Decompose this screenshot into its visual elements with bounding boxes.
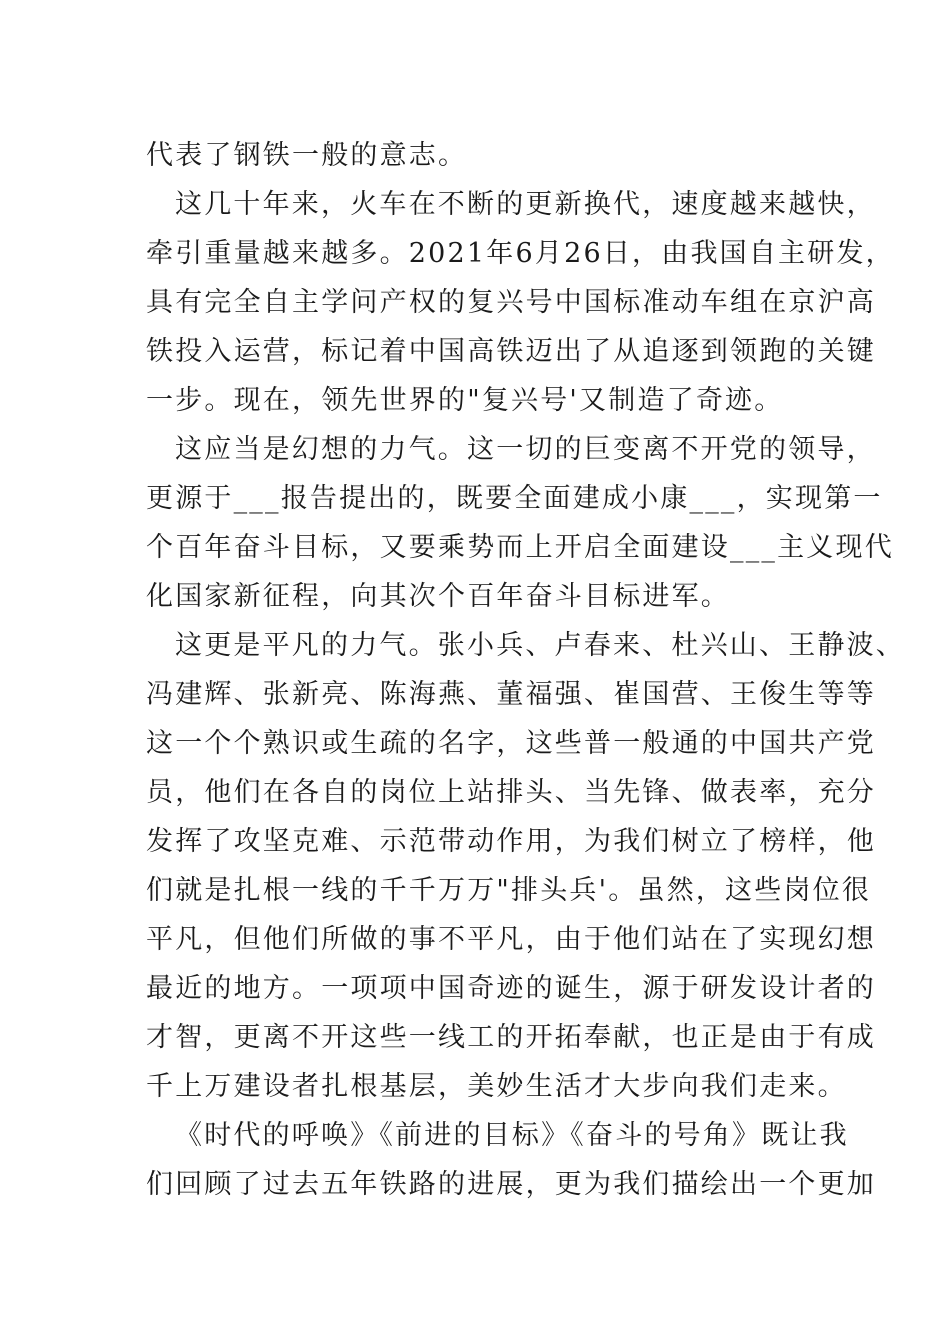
text-line: 个百年奋斗目标，又要乘势而上开启全面建设___主义现代 <box>146 532 894 563</box>
text-line: 员，他们在各自的岗位上站排头、当先锋、做表率，充分 <box>146 777 876 808</box>
paragraph-first-line: 这几十年来，火车在不断的更新换代，速度越来越快， <box>175 189 876 220</box>
text-line: 铁投入运营，标记着中国高铁迈出了从追逐到领跑的关键 <box>146 336 876 367</box>
text-line: 一步。现在，领先世界的"复兴号'又制造了奇迹。 <box>146 385 784 416</box>
text-line: 牵引重量越来越多。2021年6月26日，由我国自主研发， <box>146 238 895 269</box>
text-line: 们回顾了过去五年铁路的进展，更为我们描绘出一个更加 <box>146 1169 876 1200</box>
document-body <box>146 131 905 1209</box>
text-line: 更源于___报告提出的，既要全面建成小康___，实现第一 <box>146 483 883 514</box>
paragraph-first-line: 《时代的呼唤》《前进的目标》《奋斗的号角》既让我 <box>175 1120 849 1151</box>
text-line: 代表了钢铁一般的意志。 <box>146 140 468 171</box>
text-line: 具有完全自主学问产权的复兴号中国标准动车组在京沪高 <box>146 287 876 318</box>
text-line: 这一个个熟识或生疏的名字，这些普一般通的中国共产党 <box>146 728 876 759</box>
text-line: 千上万建设者扎根基层，美妙生活才大步向我们走来。 <box>146 1071 847 1102</box>
text-line: 最近的地方。一项项中国奇迹的诞生，源于研发设计者的 <box>146 973 876 1004</box>
text-line: 们就是扎根一线的千千万万"排头兵'。虽然，这些岗位很 <box>146 875 872 906</box>
text-line: 化国家新征程，向其次个百年奋斗目标进军。 <box>146 581 730 612</box>
text-line: 平凡，但他们所做的事不平凡，由于他们站在了实现幻想 <box>146 924 876 955</box>
text-line: 才智，更离不开这些一线工的开拓奉献，也正是由于有成 <box>146 1022 876 1053</box>
paragraph-first-line: 这应当是幻想的力气。这一切的巨变离不开党的领导， <box>175 434 876 465</box>
text-line: 发挥了攻坚克难、示范带动作用，为我们树立了榜样，他 <box>146 826 876 857</box>
paragraph-first-line: 这更是平凡的力气。张小兵、卢春来、杜兴山、王静波、 <box>175 630 905 661</box>
text-line: 冯建辉、张新亮、陈海燕、董福强、崔国营、王俊生等等 <box>146 679 876 710</box>
